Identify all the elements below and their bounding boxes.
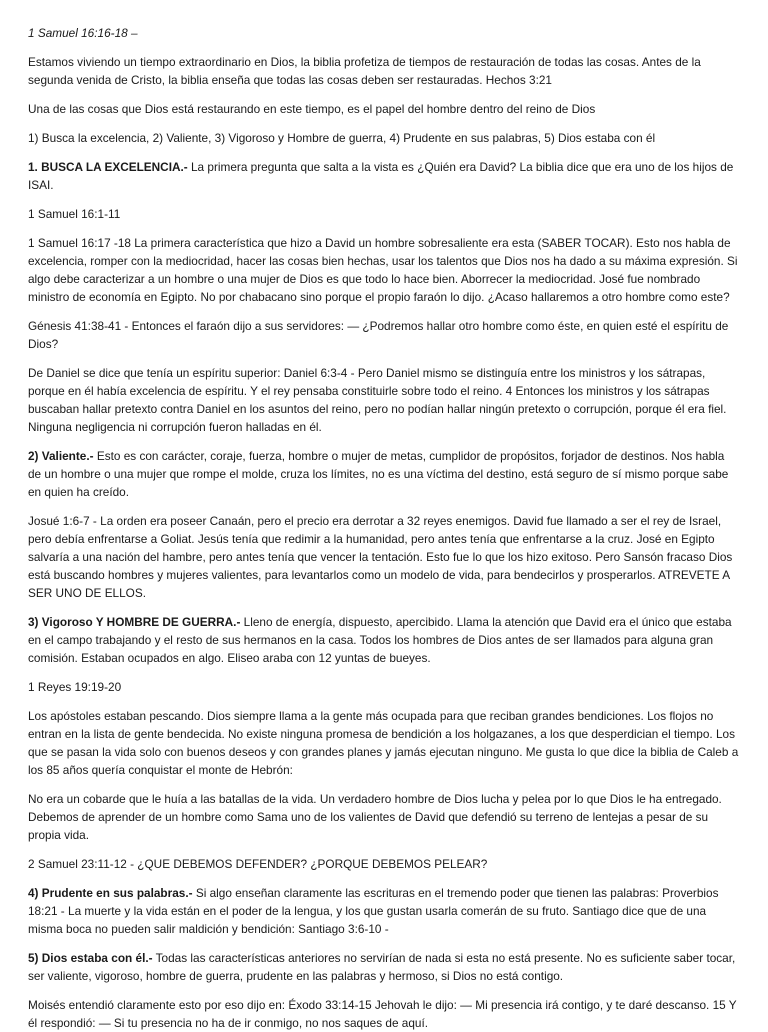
document-title: 1 Samuel 16:16-18 – xyxy=(28,26,138,40)
section-2 xyxy=(28,447,740,501)
paragraph: Una de las cosas que Dios está restaurando en este tiempo, es el papel del hombre dentro del reino de Dios xyxy=(28,102,596,116)
section-5-text: Todas las características anteriores no servirían de nada si esta no está presente. No es suficiente saber tocar, ser valiente, vigoroso, hombre de guerra, prudente en las palabras y hermoso, si Dios no está contigo. xyxy=(28,951,736,983)
reference: 1 Samuel 16:1-11 xyxy=(28,207,121,221)
section-4 xyxy=(28,884,740,938)
paragraph: Génesis 41:38-41 - Entonces el faraón dijo a sus servidores: — ¿Podremos hallar otro hombre como éste, en quien esté el espíritu de Dios? xyxy=(28,319,729,351)
section-1 xyxy=(28,158,740,194)
section-3 xyxy=(28,613,740,667)
section-1-text: La primera pregunta que salta a la vista es ¿Quién era David? La biblia dice que era uno de los hijos de ISAI. xyxy=(28,160,734,192)
characteristics-list: 1) Busca la excelencia, 2) Valiente, 3) Vigoroso y Hombre de guerra, 4) Prudente en sus palabras, 5) Dios estaba con él xyxy=(28,131,656,145)
section-5 xyxy=(28,949,740,985)
section-5-heading: 5) Dios estaba con él.- xyxy=(28,951,153,965)
paragraph: 1 Samuel 16:17 -18 La primera característica que hizo a David un hombre sobresaliente era esta (SABER TOCAR). Esto nos habla de excelencia, romper con la mediocridad, hacer las cosas bien hechas, usar los talentos que Dios nos ha dado a su máxima expresión. Si algo debe caracterizar a un hombre o una mujer de Dios es que todo lo hace bien. Aborrecer la mediocridad. José fue nombrado ministro de economía en Egipto. No por chabacano sino porque el propio faraón lo dijo. ¿Acaso hallaremos a otro hombre como este? xyxy=(28,236,738,304)
section-2-heading: 2) Valiente.- xyxy=(28,449,94,463)
section-2-text: Esto es con carácter, coraje, fuerza, hombre o mujer de metas, cumplidor de propósitos, forjador de destinos. Nos habla de un hombre o una mujer que rompe el molde, cruza los límites, no es una víctima del destino, está seguro de sí mismo porque sabe en quien ha creído. xyxy=(28,449,729,499)
intro-paragraph: Estamos viviendo un tiempo extraordinario en Dios, la biblia profetiza de tiempos de restauración de todas las cosas. Antes de la segunda venida de Cristo, la biblia enseña que todas las cosas deben ser restauradas. Hechos 3:21 xyxy=(28,55,701,87)
paragraph: 2 Samuel 23:11-12 - ¿QUE DEBEMOS DEFENDER? ¿PORQUE DEBEMOS PELEAR? xyxy=(28,857,488,871)
paragraph: Los apóstoles estaban pescando. Dios siempre llama a la gente más ocupada para que reciban grandes bendiciones. Los flojos no entran en la lista de gente bendecida. No existe ninguna promesa de bendición a los holgazanes, a los que desperdician el tiempo. Los que se pasan la vida solo con buenos deseos y con grandes planes y jamás ejecutan ninguno. Me gusta lo que dice la biblia de Caleb a los 85 años quería conquistar el monte de Hebrón: xyxy=(28,709,739,777)
section-3-text: Lleno de energía, dispuesto, apercibido. Llama la atención que David era el único que estaba en el campo trabajando y el resto de sus hermanos en la casa. Todos los hombres de Dios antes de ser llamados para alguna gran comisión. Estaban ocupados en algo. Eliseo araba con 12 yuntas de bueyes. xyxy=(28,615,732,665)
paragraph: No era un cobarde que le huía a las batallas de la vida. Un verdadero hombre de Dios lucha y pelea por lo que Dios le ha entregado. Debemos de aprender de un hombre como Sama uno de los valientes de David que defendió su terreno de lentejas a pesar de su propia vida. xyxy=(28,792,722,842)
paragraph: Josué 1:6-7 - La orden era poseer Canaán, pero el precio era derrotar a 32 reyes enemigos. David fue llamado a ser el rey de Israel, pero debía enfrentarse a Goliat. Jesús tenía que redimir a la humanidad, pero antes tenía que enfrentarse a la cruz. José en Egipto salvaría a una nación del hambre, pero antes tenía que vencer la tentación. Esto fue lo que los hizo exitoso. Pero Sansón fracaso Dios está buscando hombres y mujeres valientes, para levantarlos como un modelo de vida, para bendecirlos y prosperarlos. ATREVETE A SER UNO DE ELLOS. xyxy=(28,514,733,600)
paragraph: De Daniel se dice que tenía un espíritu superior: Daniel 6:3-4 - Pero Daniel mismo se distinguía entre los ministros y los sátrapas, porque en él había excelencia de espíritu. Y el rey pensaba constituirle sobre todo el reino. 4 Entonces los ministros y los sátrapas buscaban hallar pretexto contra Daniel en los asuntos del reino, pero no podían hallar ningún pretexto o corrupción, porque él era fiel. Ninguna negligencia ni corrupción fueron halladas en él. xyxy=(28,366,727,434)
section-1-heading: 1. BUSCA LA EXCELENCIA.- xyxy=(28,160,188,174)
section-3-heading: 3) Vigoroso Y HOMBRE DE GUERRA.- xyxy=(28,615,241,629)
section-4-text: Si algo enseñan claramente las escrituras en el tremendo poder que tienen las palabras: Proverbios 18:21 - La muerte y la vida están en el poder de la lengua, y los que gustan usarla comerán de su fruto. Santiago dice que de una misma boca no pueden salir maldición y bendición: Santiago 3:6-10 - xyxy=(28,886,719,936)
section-4-heading: 4) Prudente en sus palabras.- xyxy=(28,886,193,900)
paragraph: Moisés entendió claramente esto por eso dijo en: Éxodo 33:14-15 Jehovah le dijo: — Mi presencia irá contigo, y te daré descanso. 15 Y él respondió: — Si tu presencia no ha de ir conmigo, no nos saques de aquí. xyxy=(28,998,737,1030)
reference: 1 Reyes 19:19-20 xyxy=(28,680,122,694)
